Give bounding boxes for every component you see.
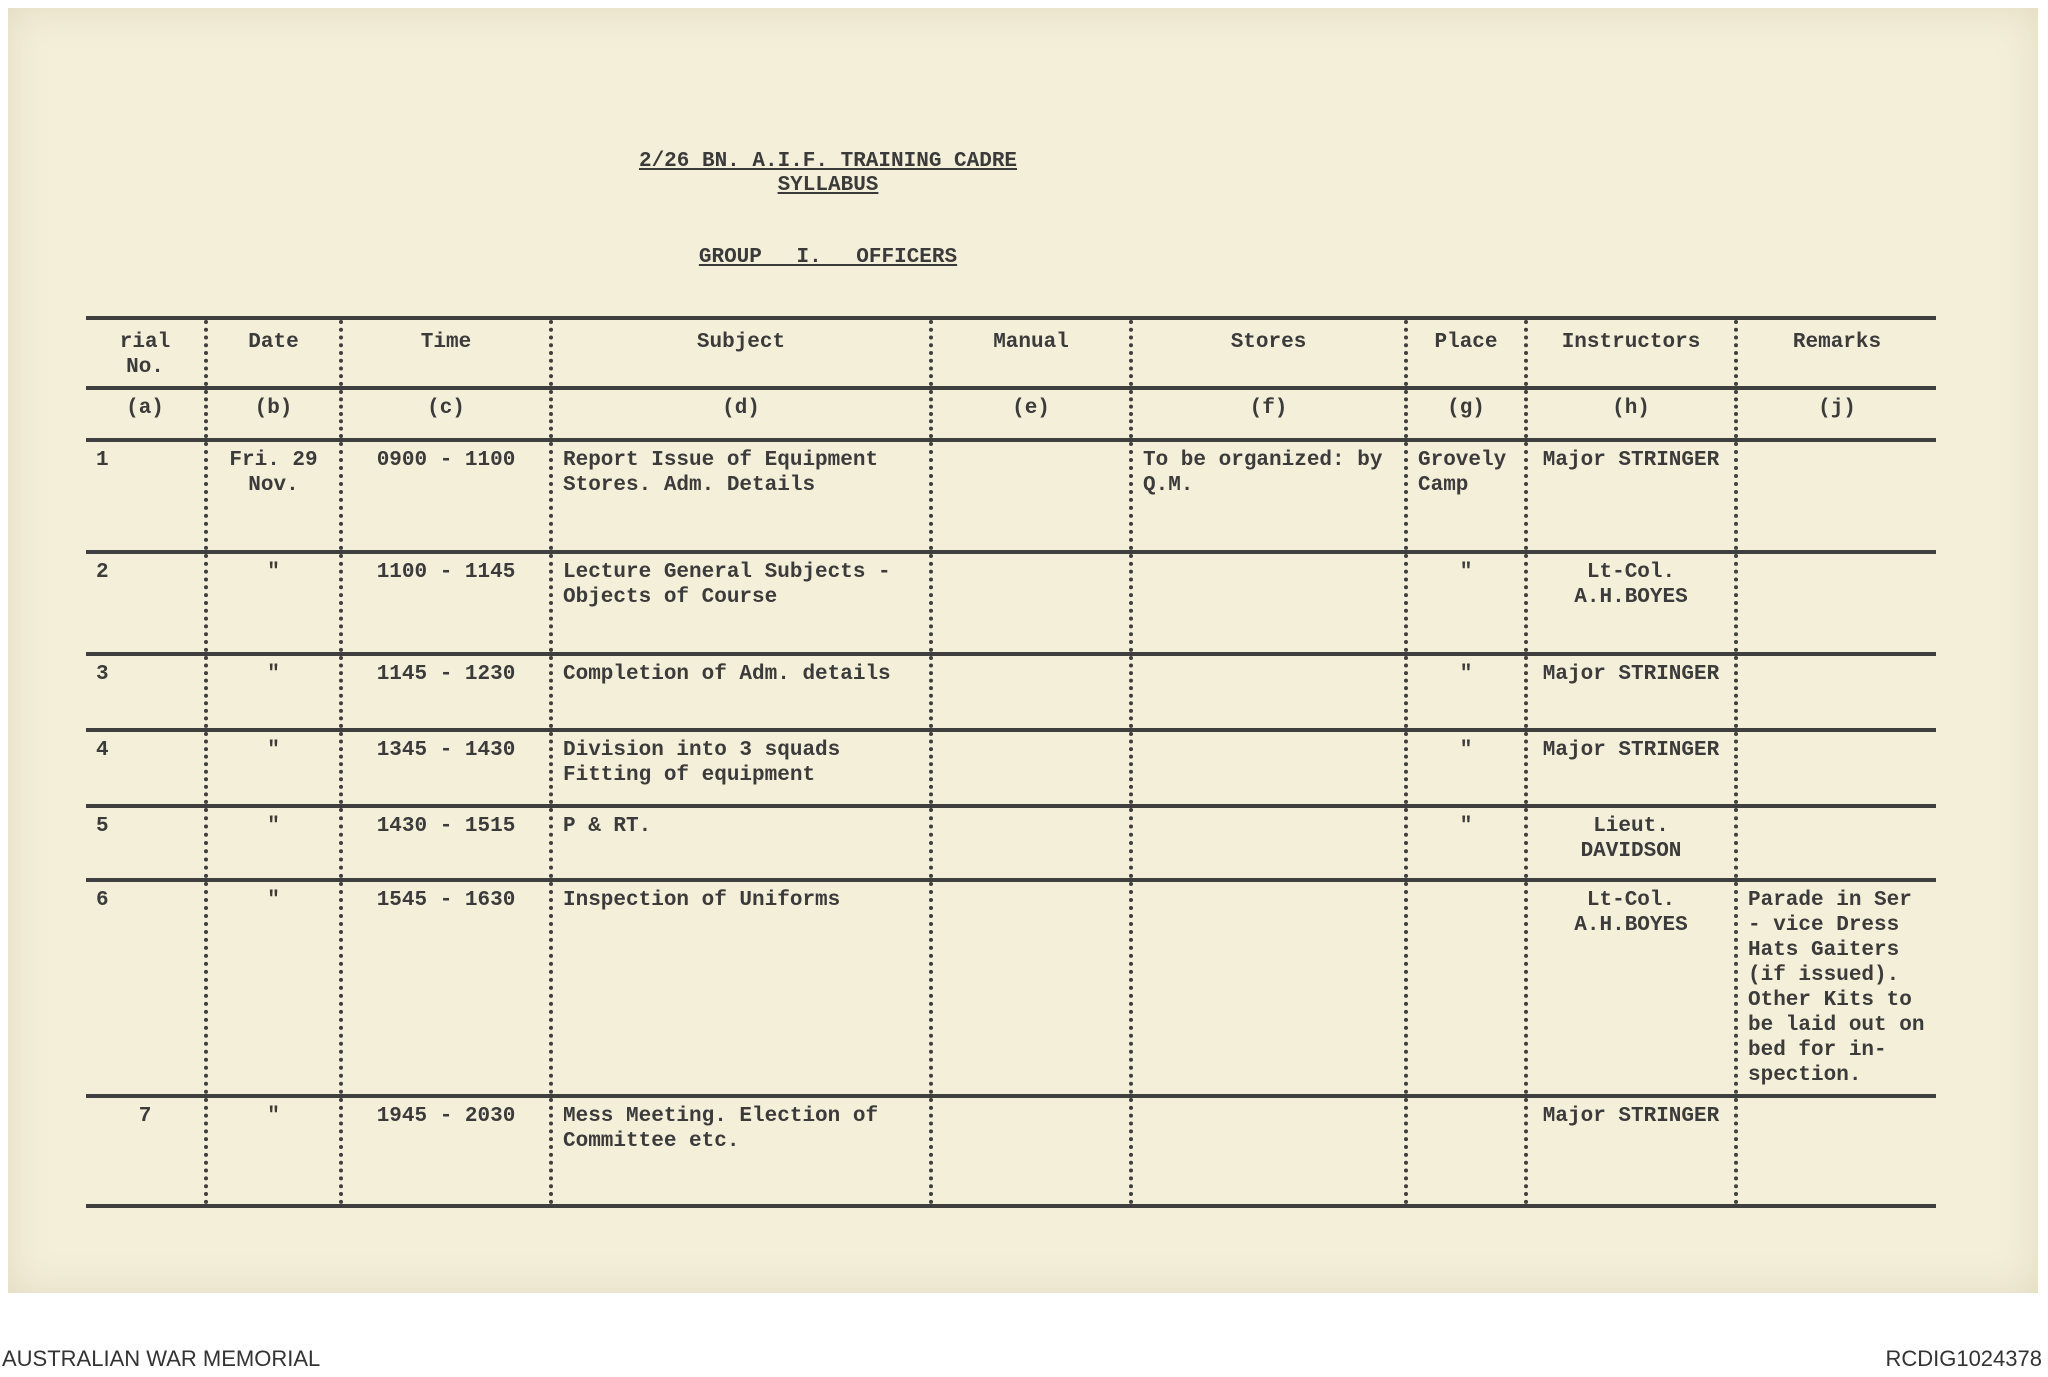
header-remarks: Remarks [1736,318,1936,388]
cell-serial: 3 [86,654,206,730]
cell-stores [1131,1096,1406,1206]
cell-time: 1345 - 1430 [341,730,551,806]
cell-place: Grovely Camp [1406,440,1526,552]
letter-h: (h) [1526,388,1736,440]
cell-remarks [1736,806,1936,880]
cell-place [1406,1096,1526,1206]
cell-manual [931,1096,1131,1206]
cell-instructors: Major STRINGER [1526,730,1736,806]
letter-f: (f) [1131,388,1406,440]
letter-b: (b) [206,388,341,440]
cell-manual [931,730,1131,806]
cell-date: " [206,806,341,880]
cell-stores [1131,730,1406,806]
table-row [86,730,1936,806]
cell-manual [931,440,1131,552]
letter-e: (e) [931,388,1131,440]
letter-a: (a) [86,388,206,440]
cell-date: " [206,730,341,806]
header-place: Place [1406,318,1526,388]
cell-date: " [206,552,341,654]
cell-stores [1131,880,1406,1096]
cell-time: 1100 - 1145 [341,552,551,654]
cell-serial: 5 [86,806,206,880]
cell-remarks [1736,730,1936,806]
cell-serial: 6 [86,880,206,1096]
header-date: Date [206,318,341,388]
cell-subject: Report Issue of Equipment Stores. Adm. Details [551,440,931,552]
title-line-1: 2/26 BN. A.I.F. TRAINING CADRE [638,150,1018,173]
cell-subject: Inspection of Uniforms [551,880,931,1096]
letter-j: (j) [1736,388,1936,440]
cell-subject: P & RT. [551,806,931,880]
cell-subject: Mess Meeting. Election of Committee etc. [551,1096,931,1206]
header-manual: Manual [931,318,1131,388]
cell-manual [931,552,1131,654]
cell-instructors: Major STRINGER [1526,1096,1736,1206]
cell-instructors: Lt-Col. A.H.BOYES [1526,552,1736,654]
cell-time: 1145 - 1230 [341,654,551,730]
header-stores: Stores [1131,318,1406,388]
header-subject: Subject [551,318,931,388]
header-serial: rial No. [86,318,206,388]
cell-serial: 4 [86,730,206,806]
cell-remarks [1736,1096,1936,1206]
cell-date: " [206,1096,341,1206]
cell-instructors: Lieut. DAVIDSON [1526,806,1736,880]
syllabus-table [86,316,1936,1208]
cell-time: 1430 - 1515 [341,806,551,880]
cell-place: " [1406,730,1526,806]
cell-stores [1131,654,1406,730]
cell-serial: 2 [86,552,206,654]
letter-row [86,388,1936,440]
header-time: Time [341,318,551,388]
archive-id: RCDIG1024378 [1885,1346,2042,1371]
table-row [86,552,1936,654]
cell-subject: Lecture General Subjects - Objects of Course [551,552,931,654]
group-heading: GROUP I. OFFICERS [698,246,958,269]
archive-credit: AUSTRALIAN WAR MEMORIAL [2,1346,321,1371]
cell-serial: 1 [86,440,206,552]
title-line-2: SYLLABUS [777,174,879,197]
cell-instructors: Major STRINGER [1526,440,1736,552]
cell-place: " [1406,552,1526,654]
cell-manual [931,880,1131,1096]
table-row [86,880,1936,1096]
cell-time: 1945 - 2030 [341,1096,551,1206]
cell-remarks [1736,552,1936,654]
cell-remarks: Parade in Ser - vice Dress Hats Gaiters (if issued). Other Kits to be laid out on bed for in- spection. [1736,880,1936,1096]
cell-instructors: Lt-Col. A.H.BOYES [1526,880,1736,1096]
cell-stores [1131,806,1406,880]
cell-subject: Completion of Adm. details [551,654,931,730]
cell-date: Fri. 29 Nov. [206,440,341,552]
cell-remarks [1736,440,1936,552]
cell-stores [1131,552,1406,654]
cell-time: 0900 - 1100 [341,440,551,552]
cell-instructors: Major STRINGER [1526,654,1736,730]
table-row [86,1096,1936,1206]
letter-d: (d) [551,388,931,440]
cell-time: 1545 - 1630 [341,880,551,1096]
table-row [86,806,1936,880]
header-instructors: Instructors [1526,318,1736,388]
cell-manual [931,654,1131,730]
table-row [86,654,1936,730]
cell-place: " [1406,654,1526,730]
cell-date: " [206,654,341,730]
cell-place: " [1406,806,1526,880]
cell-subject: Division into 3 squads Fitting of equipment [551,730,931,806]
cell-date: " [206,880,341,1096]
cell-manual [931,806,1131,880]
table-row [86,440,1936,552]
cell-place [1406,880,1526,1096]
header-row [86,318,1936,388]
letter-c: (c) [341,388,551,440]
letter-g: (g) [1406,388,1526,440]
document-title [8,150,1648,198]
cell-serial: 7 [86,1096,206,1206]
cell-remarks [1736,654,1936,730]
cell-stores: To be organized: by Q.M. [1131,440,1406,552]
